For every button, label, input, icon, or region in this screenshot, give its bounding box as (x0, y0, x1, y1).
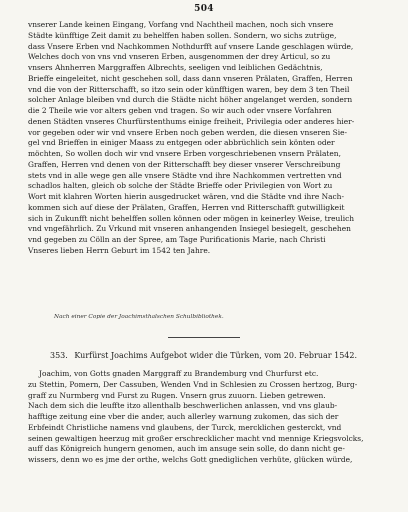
text-line: vnd vngefährlich. Zu Vrkund mit vnseren anhangenden Insiegel besiegelt, geschehen (28, 224, 351, 234)
text-line: solcher Anlage bleiben vnd durch die Städte nicht höher angelanget werden, sondern (28, 95, 353, 105)
text-line: vor gegeben oder wir vnd vnsere Erben noch geben werden, die diesen vnseren Sie- (28, 127, 348, 137)
text-line: sich in Zukunfft nicht behelffen sollen können oder mögen in keinerley Weise, treulich (28, 213, 355, 223)
text-line: Städte künfftige Zeit damit zu behelffen haben sollen. Sondern, wo sichs zutrüge, (28, 30, 337, 40)
text-line: Wort mit klahren Worten hierin ausgedrucket wären, vnd die Städte vnd ihre Nach- (28, 192, 344, 201)
text-line: wissers, denn wo es jme der orthe, welchs Gott gnediglichen verhüte, glücken würde, (28, 455, 353, 464)
text-line: Joachim, von Gotts gnaden Marggraff zu Brandemburg vnd Churfurst etc. (39, 369, 319, 378)
text-line: vnd die von der Ritterschafft, so itzo sein oder künfftigen waren, bey dem 3 ten Theil (28, 84, 350, 94)
text-line: seinen gewaltigen heerzug mit großer erschrecklicher macht vnd mennige Kriegsvolcks, (28, 433, 364, 443)
text-line: vnserer Lande keinen Eingang, Vorfang vnd Nachtheil machen, noch sich vnsere (28, 20, 334, 29)
text-line: Graffen, Herren vnd denen von der Ritterschafft bey dieser vnserer Verschreibung (28, 159, 341, 169)
text-line: Brieffe eingeleitet, nicht geschehen soll, dass dann vnseren Prälaten, Graffen, Herren (28, 73, 353, 83)
text-line: vnsers Ahnherren Marggraffen Albrechts, seeligen vnd leiblichen Gedächtnis, (28, 63, 323, 72)
text-line: vnd gegeben zu Cölln an der Spree, am Tage Purificationis Marie, nach Christi (28, 235, 326, 244)
text-line: kommen sich auf diese der Prälaten, Graffen, Herren vnd Ritterschafft gutwilligkeit (28, 202, 345, 212)
continued-text-block (28, 20, 393, 257)
section-divider (168, 337, 240, 338)
text-line: Erbfeindt Christliche namens vnd glaubens, der Turck, mercklichen gesterckt, vnd (28, 422, 342, 432)
source-note: Nach einer Copie der Joachimsthalschen Schulbibliothek. (54, 314, 224, 320)
document-heading (50, 351, 357, 360)
document-title: Kurfürst Joachims Aufgebot wider die Türken, vom 20. Februar 1542. (74, 351, 358, 360)
text-line: stets vnd in alle wege gen alle vnsere Städte vnd ihre Nachkommen vertretten vnd (28, 170, 342, 180)
page-number: 504 (194, 4, 214, 14)
document-number: 353. (50, 351, 68, 360)
text-line: hafftige zeitung eine vber die ander, auch allerley warnung zukomen, das sich der (28, 412, 339, 421)
text-line: graff zu Nurmberg vnd Furst zu Rugen. Vnsern grus zuuorn. Lieben getrewen. (28, 390, 326, 400)
document-text-block (28, 369, 393, 466)
text-line: Vnseres lieben Herrn Geburt im 1542 ten Jahre. (28, 245, 211, 255)
text-line: die 2 Theile wie vor alters geben vnd tragen. So wir auch oder vnsere Vorfahren (28, 106, 332, 115)
text-line: schadlos halten, gleich ob solche der Städte Brieffe oder Privilegien von Wort zu (28, 181, 333, 191)
text-line: möchten, So wollen doch wir vnd vnsere Erben vorgeschriebenen vnsern Prälaten, (28, 149, 341, 158)
text-line: gel vnd Brieffen in einiger Maass zu entgegen oder abbrüchlich sein könten oder (28, 138, 335, 148)
text-line: denen Städten vnseres Churfürstenthums einige freiheit, Privilegia oder anderes hier- (28, 116, 355, 126)
text-line: auff das Königreich hungern genomen, auch im ansuge sein solle, do dann nicht ge- (28, 444, 345, 454)
text-line: dass Vnsere Erben vnd Nachkommen Nothdurfft auf vnsere Lande geschlagen würde, (28, 41, 354, 51)
text-line: Welches doch von vns vnd vnseren Erben, ausgenommen der drey Articul, so zu (28, 52, 331, 62)
text-line: Nach dem sich die leuffte itzo allenthalb beschwerlichen anlassen, vnd vns glaub- (28, 401, 338, 411)
text-line: zu Stettin, Pomern, Der Cassuben, Wenden Vnd in Schlesien zu Crossen hertzog, Burg- (28, 379, 358, 389)
